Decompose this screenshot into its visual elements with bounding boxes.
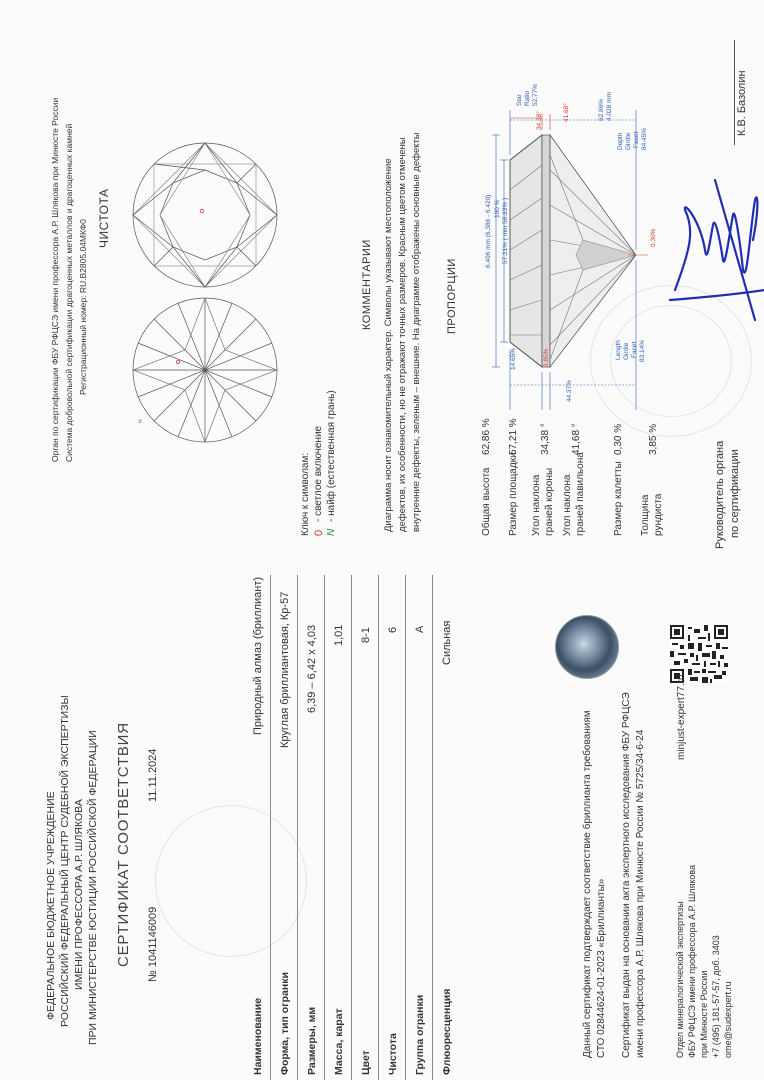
diagram-crown-height: 14.65%: [510, 347, 517, 370]
hologram-seal: [555, 615, 619, 679]
clarity-title: ЧИСТОТА: [97, 188, 111, 248]
proportion-label-girdle-2: рундиста: [653, 493, 664, 536]
proportion-label-pavilion-angle-2: граней павильона: [575, 452, 586, 536]
proportion-label-table: Размер площадки: [508, 452, 519, 536]
knot-marker: ᴺ: [137, 419, 146, 423]
proportion-value-girdle: 3,85 %: [648, 423, 659, 455]
field-value-shape: Круглая бриллиантовая, Кр-57: [279, 591, 291, 748]
diagram-facet-word: Facet: [631, 341, 638, 358]
proportion-value-crown-angle: 34,38 °: [540, 423, 551, 455]
diagram-width-mm: 6.406 mm (6.386 - 6.420): [485, 194, 492, 268]
footer-line2: ФБУ РФЦСЭ имени профессора А.Р. Шлякова: [687, 864, 697, 1058]
key-title: Ключ к символам:: [300, 452, 311, 536]
diagram-depth-girdle-word: Girdle: [625, 132, 632, 150]
footer-line3: при Минюсте России: [699, 970, 709, 1058]
field-value-clarity: 6: [387, 626, 399, 633]
field-label-dimensions: Размеры, мм: [306, 1006, 318, 1075]
proportion-label-girdle: Толщина: [640, 494, 651, 536]
basis-line1: Сертификат выдан на основании акта экспертного исследования ФБУ РФЦСЭ: [621, 692, 632, 1058]
inclusion-marker-pavilion: [176, 360, 179, 363]
proportion-label-culet: Размер калетты: [613, 461, 624, 536]
institution-line3: ИМЕНИ ПРОФЕССОРА А.Р. ШЛЯКОВА: [73, 799, 85, 990]
proportion-label-pavilion-angle: Угол наклона: [562, 474, 573, 536]
diagram-100pct: 100 %: [494, 199, 501, 218]
footer-phone: +7 (495) 181-57-57, доб. 3403: [711, 935, 721, 1058]
field-value-cut-group: А: [414, 625, 426, 633]
diagram-table-pct: 57.21% ( min 56.93% ): [502, 197, 509, 264]
website-link[interactable]: minjust-expert77.ru: [676, 674, 687, 760]
diagram-depth-pct: 62.86%: [598, 98, 605, 121]
certification-body-line1: Орган по сертификации ФБУ РФЦСЭ имени профессора А.Р. Шлякова при Минюсте России: [50, 97, 60, 462]
diagram-pavilion-depth: 44.37%: [566, 379, 573, 402]
diagram-depth-facet: 84.45%: [641, 127, 648, 150]
diagram-star-label: Star: [516, 94, 523, 106]
proportion-value-total-depth: 62,86 %: [481, 418, 492, 455]
signature-title-line2: по сертификации: [729, 449, 741, 538]
field-label-color: Цвет: [360, 1050, 372, 1075]
field-divider: [297, 575, 298, 1080]
handwritten-signature: [655, 170, 764, 330]
signatory-name: К.В. Базолин: [736, 70, 748, 136]
basis-line2: имени профессора А.Р. Шлякова при Минюсте России № 5725/34-6-24: [635, 729, 646, 1058]
certification-body-line2: Система добровольной сертификации драгоценных металлов и драгоценных камней: [64, 123, 74, 462]
field-divider: [405, 575, 406, 1080]
certificate-main-page: [0, 555, 764, 1080]
signature-line: [734, 40, 735, 145]
footer-email[interactable]: ome@sudexpert.ru: [723, 981, 733, 1058]
diagram-culet: 0.30%: [650, 228, 657, 247]
conformity-line2: СТО 02844624-01-2023 «Бриллианты»: [596, 878, 607, 1058]
diagram-length-word: Length: [615, 340, 622, 360]
key-inclusion-label: - светлое включение: [313, 425, 324, 522]
diagram-girdle-word: Girdle: [623, 342, 630, 360]
institution-line2: РОССИЙСКИЙ ФЕДЕРАЛЬНЫЙ ЦЕНТР СУДЕБНОЙ ЭКСПЕРТИЗЫ: [59, 695, 71, 1027]
certificate-number: № 1041146009: [147, 906, 159, 982]
field-value-name: Природный алмаз (бриллиант): [252, 576, 264, 735]
proportion-label-total-depth: Общая высота: [481, 467, 492, 536]
field-value-color: 8-1: [360, 627, 372, 643]
proportion-value-table: 57,21 %: [508, 418, 519, 455]
proportion-value-culet: 0,30 %: [613, 423, 624, 455]
certificate-title: СЕРТИФИКАТ СООТВЕТСТВИЯ: [115, 722, 132, 967]
diamond-pavilion-view: [125, 295, 285, 445]
field-divider: [324, 575, 325, 1080]
field-divider: [270, 575, 271, 1080]
inclusion-marker: [200, 209, 204, 213]
diagram-depth-word: Depth: [617, 132, 624, 150]
field-divider: [378, 575, 379, 1080]
proportion-label-crown-angle: Угол наклона: [531, 474, 542, 536]
field-label-weight: Масса, карат: [333, 1008, 345, 1075]
diagram-girdle-pct: 3.85%: [543, 348, 550, 367]
field-label-shape: Форма, тип огранки: [279, 972, 291, 1075]
comments-line1: Диаграмма носит ознакомительный характер. Символы указывают местоположение: [383, 158, 394, 532]
field-divider: [351, 575, 352, 1080]
diagram-ratio-label: Ratio: [524, 90, 531, 106]
key-knot-symbol: N: [326, 528, 337, 536]
diagram-length-facet: 83.14%: [639, 339, 646, 362]
footer-line1: Отдел минералогической экспертизы: [675, 901, 685, 1058]
proportions-title: ПРОПОРЦИИ: [446, 258, 458, 334]
field-label-fluorescence: Флюоресценция: [441, 988, 453, 1075]
institution-line1: ФЕДЕРАЛЬНОЕ БЮДЖЕТНОЕ УЧРЕЖДЕНИЕ: [45, 791, 57, 1020]
diamond-crown-view: [125, 140, 285, 290]
comments-title: КОММЕНТАРИИ: [361, 239, 373, 330]
key-inclusion-symbol: 0: [313, 529, 325, 536]
comments-line2: дефектов, их особенности, но не отражают точных размеров. Красным цветом отмечены: [397, 137, 408, 532]
field-value-weight: 1,01: [333, 624, 345, 646]
field-label-name: Наименование: [252, 997, 264, 1075]
key-knot-label: - найф (естественная грань): [326, 390, 337, 522]
certificate-date: 11.11.2024: [147, 748, 159, 802]
conformity-line1: Данный сертификат подтверждает соответствие бриллианта требованиям: [582, 710, 593, 1058]
diagram-star-ratio: 52.77%: [532, 83, 539, 106]
registration-number: Регистрационный номер: RU.В2805.04МКФ0: [78, 219, 88, 395]
field-value-dimensions: 6,39 – 6,42 х 4,03: [306, 624, 318, 713]
comments-line3: внутренние дефекты, зеленым – внешние. На диаграмме отображены основные дефекты: [411, 132, 422, 532]
diagram-depth-facet-word: Facet: [633, 131, 640, 148]
faint-watermark: [155, 805, 307, 957]
field-value-fluorescence: Сильная: [441, 620, 453, 665]
diagram-depth-mm: 4.028 mm: [606, 92, 613, 121]
field-label-cut-group: Группа огранки: [414, 994, 426, 1075]
signature-title-line1: Руководитель органа: [714, 440, 726, 549]
proportion-label-crown-angle-2: граней короны: [544, 467, 555, 536]
field-label-clarity: Чистота: [387, 1033, 399, 1075]
diagram-pavilion-angle: 41.68°: [563, 103, 570, 122]
proportion-value-pavilion-angle: 41,68 °: [571, 423, 582, 455]
institution-line4: ПРИ МИНИСТЕРСТВЕ ЮСТИЦИИ РОССИЙСКОЙ ФЕДЕРАЦИИ: [87, 730, 99, 1045]
field-divider: [432, 575, 433, 1080]
diagram-crown-angle: 34.38°: [536, 111, 543, 130]
